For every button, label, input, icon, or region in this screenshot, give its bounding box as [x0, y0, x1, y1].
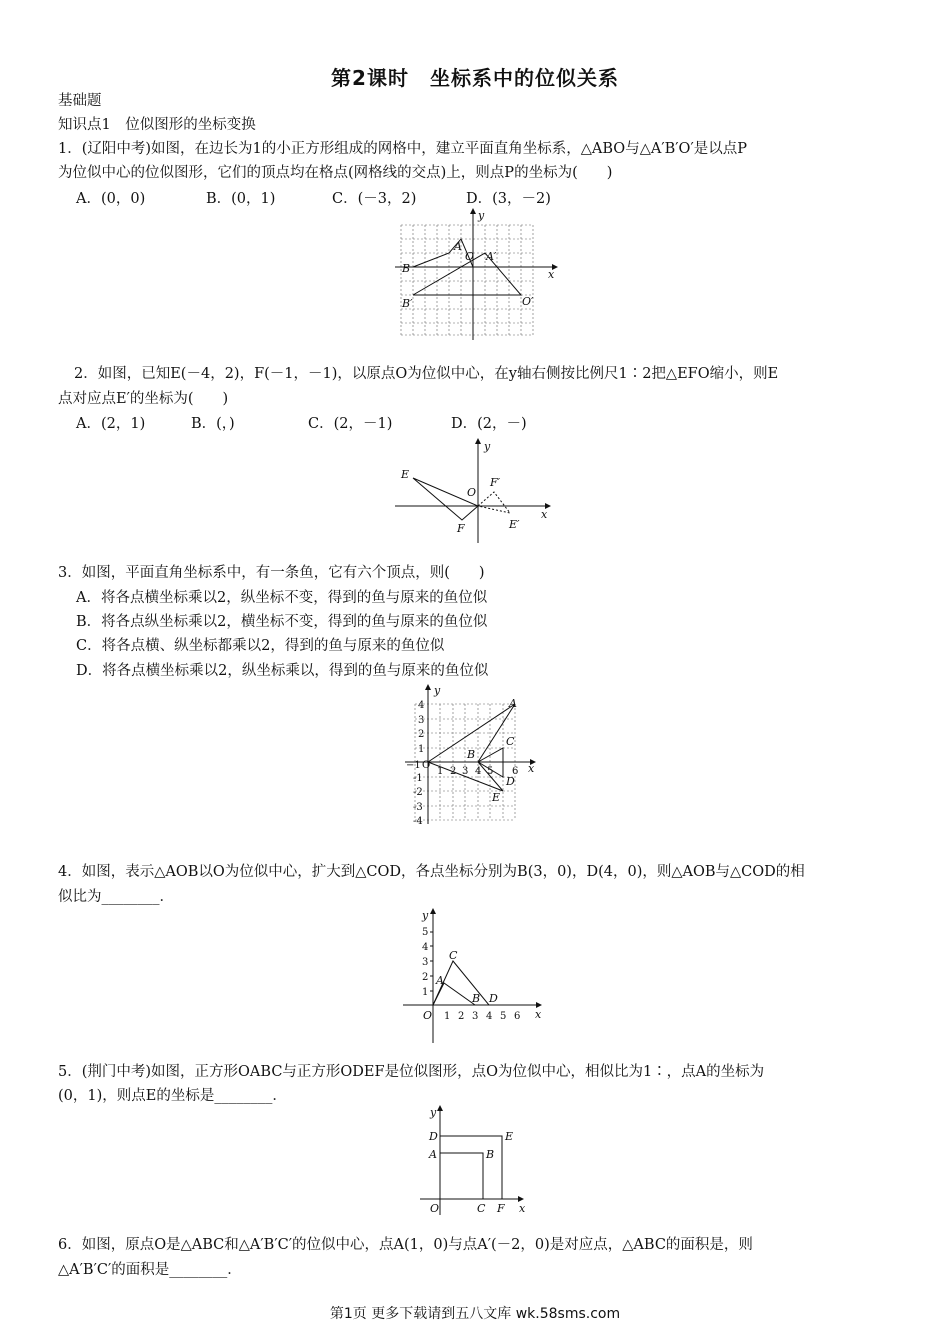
q4-xtick-5: 5: [500, 1011, 507, 1022]
q2-label-f-prime: F′: [490, 476, 501, 489]
q4-label-x: x: [535, 1008, 542, 1021]
q6-text-line1: 6．如图，原点O是△ABC和△A′B′C′的位似中心，点A(1，0)与点A′(－2，0)是对应点，△ABC的面积是，则: [58, 1237, 753, 1253]
q2-y-arrow: [475, 438, 481, 444]
q2-label-f: F: [457, 522, 465, 535]
q1-label-b-prime: B′: [402, 297, 413, 310]
q4-label-d: D: [489, 992, 498, 1005]
q1-grid: [401, 225, 533, 335]
q5-y-arrow: [437, 1105, 443, 1111]
q3-figure: [405, 684, 545, 829]
q4-text-line1: 4．如图，表示△AOB以O为位似中心，扩大到△COD，各点坐标分别为B(3，0)，D(4，0)，则△AOB与△COD的相: [58, 864, 805, 880]
q1-text-line1: 1．(辽阳中考)如图，在边长为1的小正方形组成的网格中，建立平面直角坐标系，△ABO与△A′B′O′是以点P: [58, 141, 747, 157]
knowledge-point-heading: 知识点1 位似图形的坐标变换: [58, 117, 256, 133]
q2-text-line2: 点对应点E′的坐标为( ): [58, 391, 229, 407]
q2-option-c: C．(2，－1): [308, 416, 393, 432]
q4-xtick-3: 3: [472, 1011, 479, 1022]
q3-xtick-6: 6: [512, 766, 519, 777]
q4-label-c: C: [449, 949, 458, 962]
q2-figure: [395, 438, 560, 548]
q4-label-o: O: [423, 1009, 433, 1022]
q4-ytick-1: 1: [422, 987, 429, 998]
q5-square-oabc: [440, 1153, 483, 1199]
section-heading: 基础题: [58, 93, 102, 109]
q5-text-line1: 5．(荆门中考)如图，正方形OABC与正方形ODEF是位似图形，点O为位似中心，相似比为1∶，点A的坐标为: [58, 1064, 765, 1080]
q3-ytick-4: 4: [418, 700, 425, 711]
q3-origin-label: O: [422, 760, 431, 771]
q3-xtick-3: 3: [462, 766, 469, 777]
q3-ytick-3: 3: [418, 715, 425, 726]
q1-label-a: A: [454, 240, 462, 253]
q3-label-y: y: [434, 684, 441, 697]
q2-label-x: x: [541, 508, 548, 521]
q3-ytick-neg4: -4: [413, 816, 423, 827]
q1-text-line2: 为位似中心的位似图形，它们的顶点均在格点(网格线的交点)上，则点P的坐标为( ): [58, 165, 613, 181]
q4-label-y: y: [422, 909, 429, 922]
q4-ytick-3: 3: [422, 957, 429, 968]
q3-ytick-neg3: -3: [413, 802, 423, 813]
q4-ytick-5: 5: [422, 927, 429, 938]
q5-label-y: y: [430, 1106, 437, 1119]
q4-ytick-4: 4: [422, 942, 429, 953]
q2-option-a: A．(2，1): [76, 416, 146, 432]
q4-xtick-6: 6: [514, 1011, 521, 1022]
q3-label-d: D: [506, 775, 515, 788]
q1-axes: [395, 214, 552, 340]
q5-label-c: C: [477, 1202, 486, 1215]
q4-text-line2: 似比为________．: [58, 889, 174, 905]
q5-label-a: A: [429, 1148, 437, 1161]
q5-label-x: x: [519, 1202, 526, 1215]
q3-ytick-neg1: -1: [413, 773, 423, 784]
q1-y-arrow: [470, 208, 476, 214]
q3-option-a: A．将各点横坐标乘以2，纵坐标不变，得到的鱼与原来的鱼位似: [76, 590, 488, 606]
q2-label-e-prime: E′: [509, 518, 520, 531]
q3-xtick-1: 1: [437, 766, 444, 777]
q3-option-b: B．将各点纵坐标乘以2，横坐标不变，得到的鱼与原来的鱼位似: [76, 614, 488, 630]
q2-label-o: O: [467, 486, 477, 499]
q4-xtick-2: 2: [458, 1011, 465, 1022]
q3-text-line1: 3．如图，平面直角坐标系中，有一条鱼，它有六个顶点，则( ): [58, 565, 485, 581]
q1-label-o: O: [465, 250, 475, 263]
q3-label-a: A: [509, 697, 517, 710]
q3-ytick-2: 2: [418, 729, 425, 740]
q4-figure: [400, 908, 550, 1048]
q3-label-x: x: [528, 762, 535, 775]
q3-ytick-1: 1: [418, 744, 425, 755]
q1-label-y: y: [478, 209, 485, 222]
q1-option-b: B．(0，1): [206, 191, 276, 207]
q3-option-c: C．将各点横、纵坐标都乘以2，得到的鱼与原来的鱼位似: [76, 638, 445, 654]
q4-ytick-2: 2: [422, 972, 429, 983]
q3-label-b: B: [467, 748, 476, 761]
q5-figure: [420, 1103, 530, 1218]
q6-text-line2: △A′B′C′的面积是________．: [58, 1262, 242, 1278]
page-title: 第2课时 坐标系中的位似关系: [331, 66, 619, 90]
q1-label-a-prime: A′: [486, 250, 497, 263]
q5-label-f: F: [497, 1202, 505, 1215]
q3-xtick-5: 5: [487, 766, 494, 777]
q5-text-line2: (0，1)，则点E的坐标是________．: [58, 1088, 287, 1104]
q2-label-e: E: [401, 468, 410, 481]
q1-label-o-prime: O′: [522, 295, 534, 308]
q5-label-b: B: [486, 1148, 495, 1161]
q4-xtick-4: 4: [486, 1011, 493, 1022]
q1-option-a: A．(0，0): [76, 191, 146, 207]
q4-xtick-1: 1: [444, 1011, 451, 1022]
q2-option-d: D．(2，－): [451, 416, 527, 432]
q1-figure: [390, 208, 565, 343]
q3-label-c: C: [506, 735, 515, 748]
q5-label-o: O: [430, 1202, 440, 1215]
q3-y-arrow: [425, 684, 431, 690]
q5-square-odef: [440, 1136, 502, 1199]
q3-xtick-2: 2: [450, 766, 457, 777]
q2-text-line1: 2．如图，已知E(－4，2)，F(－1，－1)，以原点O为位似中心，在y轴右侧按比例尺1∶2把△EFO缩小，则E: [74, 366, 779, 382]
q1-option-d: D．(3，－2): [466, 191, 551, 207]
q1-label-b: B: [402, 262, 411, 275]
q2-triangle-efo: [413, 478, 478, 520]
q4-label-a: A: [436, 974, 444, 987]
q3-xtick-neg1: −1: [406, 760, 421, 771]
q3-ytick-neg2: -2: [413, 787, 423, 798]
q1-label-x: x: [548, 268, 555, 281]
page-footer: 第1页 更多下载请到五八文库 wk.58sms.com: [329, 1306, 621, 1322]
q5-label-d: D: [429, 1130, 438, 1143]
q1-option-c: C．(－3，2): [332, 191, 417, 207]
q4-label-b: B: [472, 992, 481, 1005]
q3-option-d: D．将各点横坐标乘以2，纵坐标乘以，得到的鱼与原来的鱼位似: [76, 663, 489, 679]
q3-xtick-4: 4: [475, 766, 482, 777]
q5-label-e: E: [505, 1130, 514, 1143]
q5-axes: [420, 1111, 518, 1215]
q2-triangle-e2f2o: [478, 492, 510, 513]
q2-label-y: y: [484, 440, 491, 453]
q3-label-e: E: [492, 791, 501, 804]
q2-option-b: B．(，): [191, 416, 235, 432]
q4-y-arrow: [430, 908, 436, 914]
